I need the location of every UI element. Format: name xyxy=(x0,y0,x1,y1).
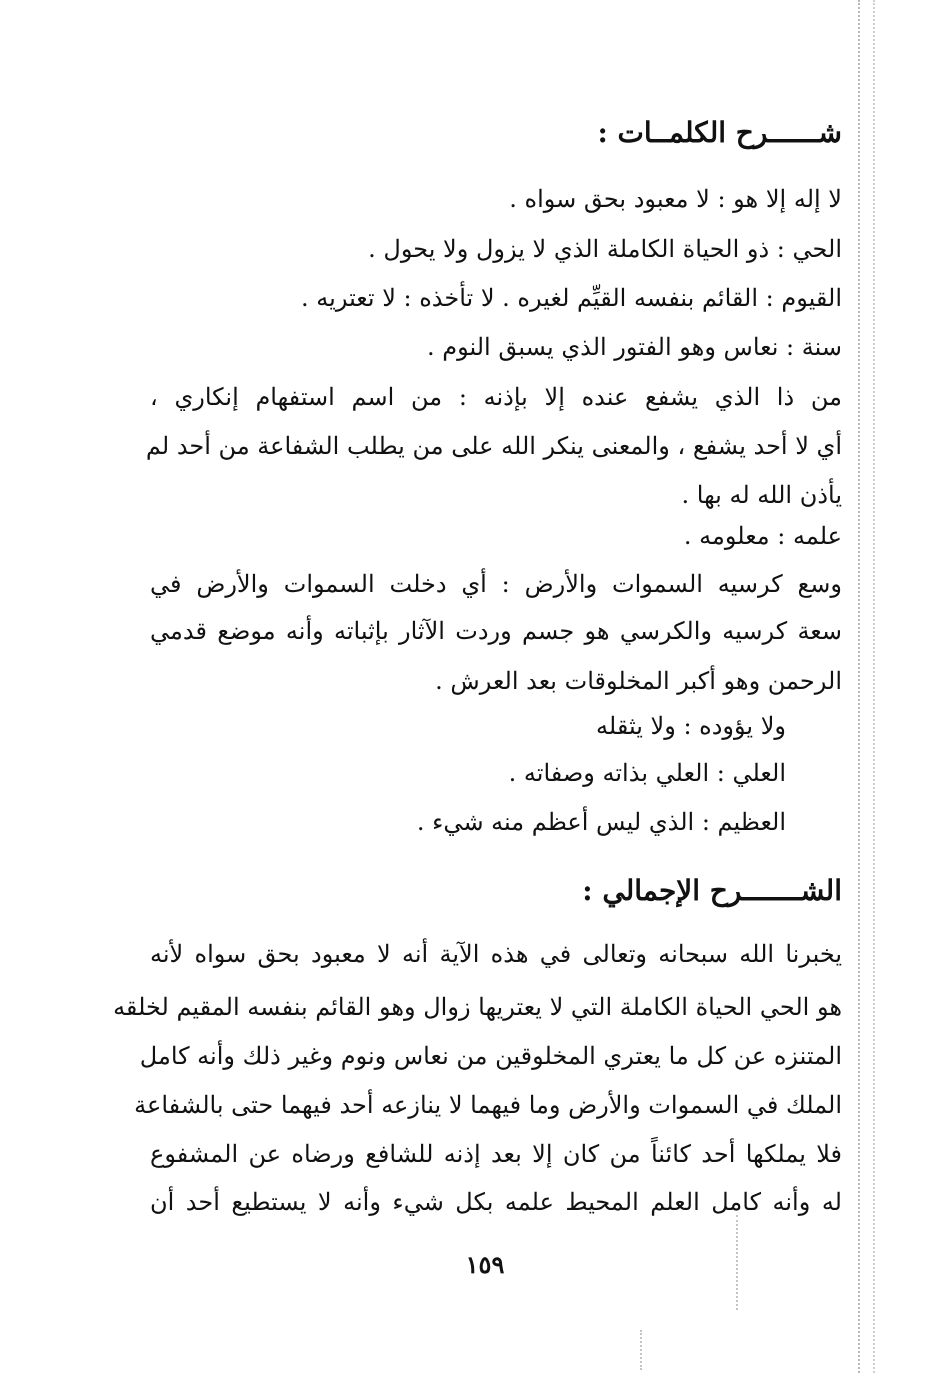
vocab-line: وسع كرسيه السموات والأرض : أي دخلت السموات والأرض في xyxy=(150,570,842,598)
vocab-line: الرحمن وهو أكبر المخلوقات بعد العرش . xyxy=(435,667,842,695)
section-heading-summary: الشـــــــرح الإجمالي : xyxy=(582,874,842,907)
page-edge-line xyxy=(873,0,875,1373)
summary-line: يخبرنا الله سبحانه وتعالى في هذه الآية أنه لا معبود بحق سواه لأنه xyxy=(150,940,842,968)
vocab-line: الحي : ذو الحياة الكاملة الذي لا يزول ولا يحول . xyxy=(368,235,842,263)
vocab-line: من ذا الذي يشفع عنده إلا بإذنه : من اسم استفهام إنكاري ، xyxy=(150,383,842,411)
vocab-line: القيوم : القائم بنفسه القيِّم لغيره . لا تأخذه : لا تعتريه . xyxy=(301,284,842,312)
vocab-line: سعة كرسيه والكرسي هو جسم وردت الآثار بإثباته وأنه موضع قدمي xyxy=(150,617,842,645)
scan-artifact xyxy=(640,1330,642,1370)
vocab-line: سنة : نعاس وهو الفتور الذي يسبق النوم . xyxy=(426,333,842,361)
vocab-line: لا إله إلا هو : لا معبود بحق سواه . xyxy=(509,185,842,213)
vocab-line: يأذن الله له بها . xyxy=(681,481,842,509)
page-edge-line xyxy=(858,0,860,1373)
page-number: ١٥٩ xyxy=(465,1250,505,1279)
vocab-line: ولا يؤوده : ولا يثقله xyxy=(596,712,786,740)
summary-line: له وأنه كامل العلم المحيط علمه بكل شيء وأنه لا يستطيع أحد أن xyxy=(150,1188,842,1216)
summary-line: المتنزه عن كل ما يعتري المخلوقين من نعاس ونوم وغير ذلك وأنه كامل xyxy=(139,1042,842,1070)
summary-line: فلا يملكها أحد كائناً من كان إلا بعد إذنه للشافع ورضاه عن المشفوع xyxy=(150,1140,842,1168)
vocab-line: علمه : معلومه . xyxy=(683,522,842,550)
vocab-line: العظيم : الذي ليس أعظم منه شيء . xyxy=(416,808,786,836)
scan-artifact xyxy=(736,1215,738,1310)
vocab-line: العلي : العلي بذاته وصفاته . xyxy=(508,759,786,787)
summary-line: الملك في السموات والأرض وما فيهما لا ينازعه أحد فيهما حتى بالشفاعة xyxy=(134,1091,842,1119)
vocab-line: أي لا أحد يشفع ، والمعنى ينكر الله على من يطلب الشفاعة من أحد لم xyxy=(145,432,842,460)
section-heading-words: شــــــرح الكلمــات : xyxy=(597,116,842,149)
summary-line: هو الحي الحياة الكاملة التي لا يعتريها زوال وهو القائم بنفسه المقيم لخلقه xyxy=(113,993,842,1021)
